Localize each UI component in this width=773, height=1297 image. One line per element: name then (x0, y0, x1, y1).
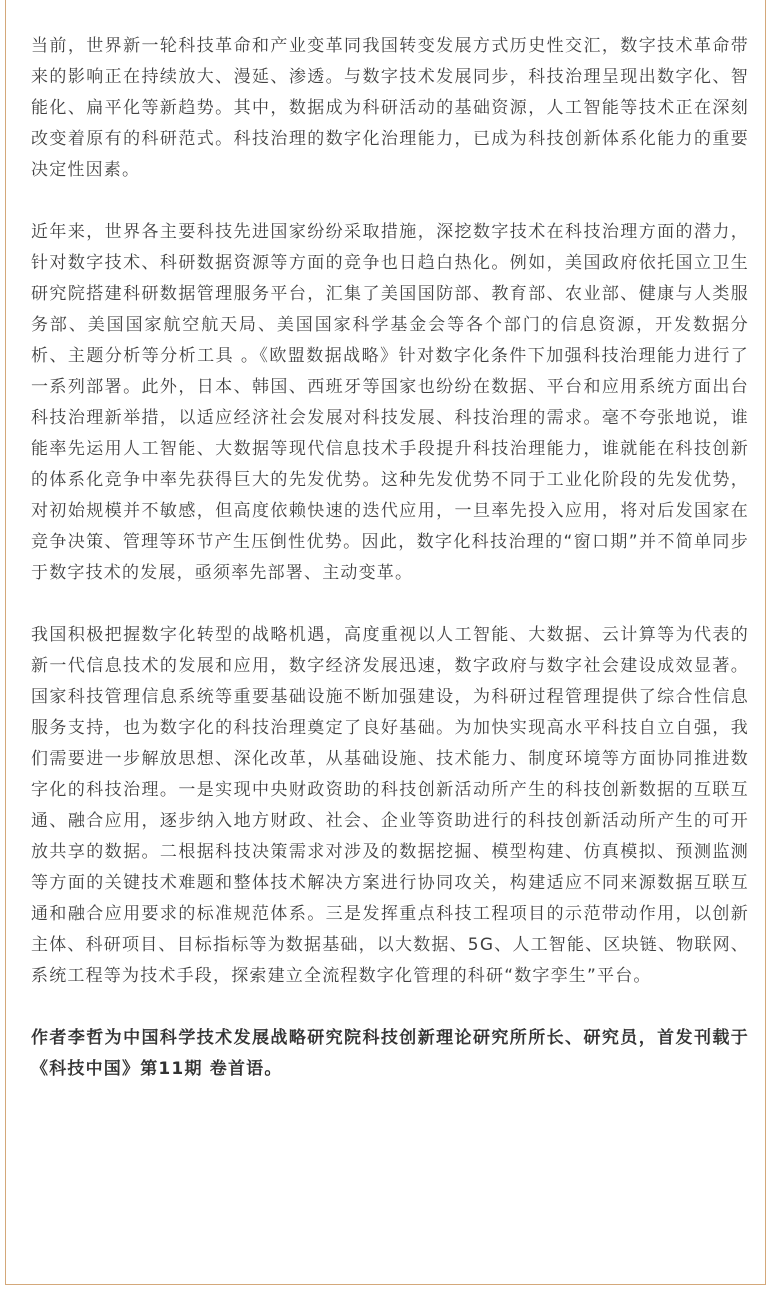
author-note: 作者李哲为中国科学技术发展战略研究院科技创新理论研究所所长、研究员，首发刊载于《科技中国》第11期 卷首语。 (31, 1028, 749, 1079)
article-body (31, 31, 749, 1085)
paragraph-domestic: 我国积极把握数字化转型的战略机遇，高度重视以人工智能、大数据、云计算等为代表的新一代信息技术的发展和应用，数字经济发展迅速，数字政府与数字社会建设成效显著。国家科技管理信息系统等重要基础设施不断加强建设，为科研过程管理提供了综合性信息服务支持，也为数字化的科技治理奠定了良好基础。为加快实现高水平科技自立自强，我们需要进一步解放思想、深化改革，从基础设施、技术能力、制度环境等方面协同推进数字化的科技治理。一是实现中央财政资助的科技创新活动所产生的科技创新数据的互联互通、融合应用，逐步纳入地方财政、社会、企业等资助进行的科技创新活动所产生的可开放共享的数据。二根据科技决策需求对涉及的数据挖掘、模型构建、仿真模拟、预测监测等方面的关键技术难题和整体技术解决方案进行协同攻关，构建适应不同来源数据互联互通和融合应用要求的标准规范体系。三是发挥重点科技工程项目的示范带动作用，以创新主体、科研项目、目标指标等为数据基础，以大数据、5G、人工智能、区块链、物联网、系统工程等为技术手段，探索建立全流程数字化管理的科研“数字孪生”平台。 (31, 625, 749, 986)
paragraph-intro: 当前，世界新一轮科技革命和产业变革同我国转变发展方式历史性交汇，数字技术革命带来的影响正在持续放大、漫延、渗透。与数字技术发展同步，科技治理呈现出数字化、智能化、扁平化等新趋势。其中，数据成为科研活动的基础资源，人工智能等技术正在深刻改变着原有的科研范式。科技治理的数字化治理能力，已成为科技创新体系化能力的重要决定性因素。 (31, 36, 749, 180)
paragraph-international: 近年来，世界各主要科技先进国家纷纷采取措施，深挖数字技术在科技治理方面的潜力，针对数字技术、科研数据资源等方面的竞争也日趋白热化。例如，美国政府依托国立卫生研究院搭建科研数据管理服务平台，汇集了美国国防部、教育部、农业部、健康与人类服务部、美国国家航空航天局、美国国家科学基金会等各个部门的信息资源，开发数据分析、主题分析等分析工具 。《欧盟数据战略》针对数字化条件下加强科技治理能力进行了一系列部署。此外，日本、韩国、西班牙等国家也纷纷在数据、平台和应用系统方面出台科技治理新举措，以适应经济社会发展对科技发展、科技治理的需求。毫不夸张地说，谁能率先运用人工智能、大数据等现代信息技术手段提升科技治理能力，谁就能在科技创新的体系化竞争中率先获得巨大的先发优势。这种先发优势不同于工业化阶段的先发优势，对初始规模并不敏感，但高度依赖快速的迭代应用，一旦率先投入应用，将对后发国家在竞争决策、管理等环节产生压倒性优势。因此，数字化科技治理的“窗口期”并不简单同步于数字技术的发展，亟须率先部署、主动变革。 (31, 222, 749, 583)
